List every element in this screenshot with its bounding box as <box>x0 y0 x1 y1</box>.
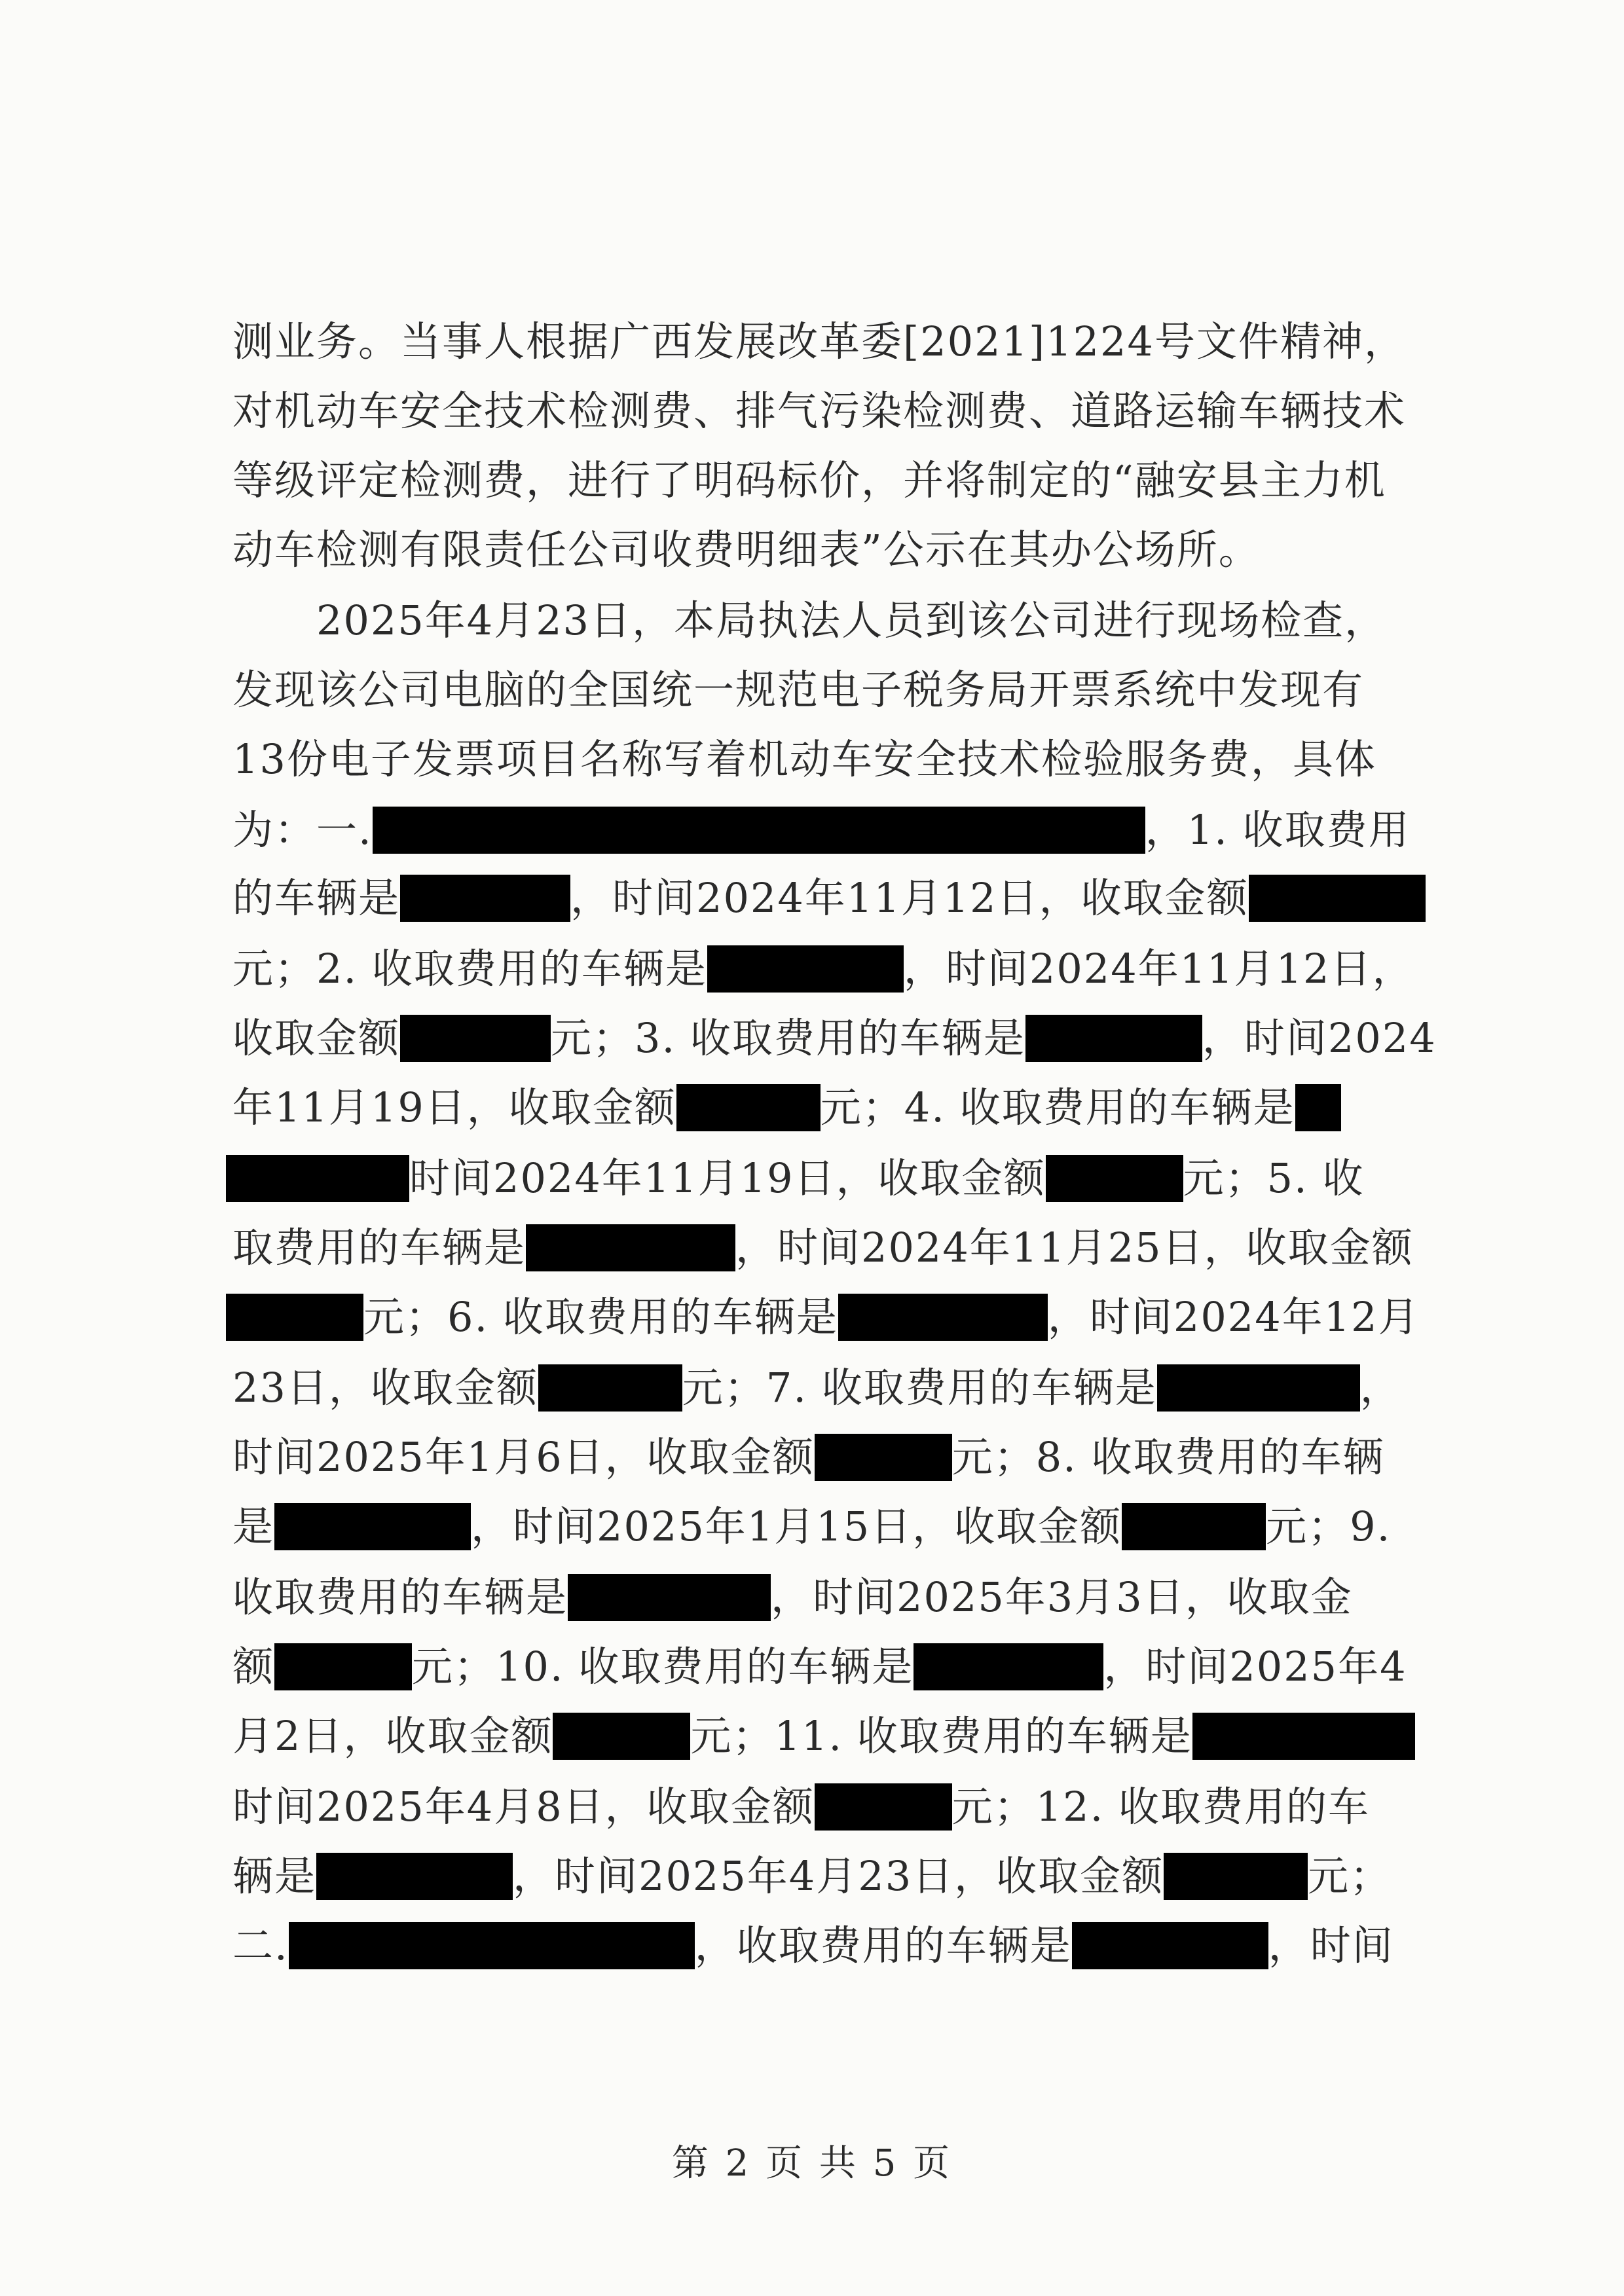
redaction-block <box>838 1294 1048 1341</box>
text-line: 动车检测有限责任公司收费明细表”公示在其办公场所。 <box>232 526 1261 574</box>
text-line: 二. ，收取费用的车辆是 ，时间 <box>232 1922 1394 1969</box>
text-line: 等级评定检测费，进行了明码标价，并将制定的“融安县主力机 <box>232 456 1386 504</box>
text-line: 年11月19日，收取金额 元；4. 收取费用的车辆是 <box>232 1082 1341 1134</box>
text-line: 元；2. 收取费用的车辆是 ，时间2024年11月12日， <box>232 945 1414 993</box>
text-line: 对机动车安全技术检测费、排气污染检测费、道路运输车辆技术 <box>232 387 1407 435</box>
text-line: 13份电子发票项目名称写着机动车安全技术检验服务费，具体 <box>232 735 1376 783</box>
redaction-block <box>400 1015 551 1062</box>
redaction-block <box>1249 875 1426 922</box>
text-line: 收取金额 元；3. 收取费用的车辆是 ，时间2024 <box>232 1014 1437 1062</box>
text-line: 是 ，时间2025年1月15日，收取金额 元；9. <box>232 1503 1392 1550</box>
redaction-block <box>400 875 570 922</box>
redaction-block <box>676 1084 821 1131</box>
redaction-block <box>553 1713 690 1760</box>
redaction-block <box>815 1434 952 1481</box>
redaction-block <box>538 1364 682 1412</box>
redaction-block <box>1164 1853 1308 1900</box>
text-line: 额 元；10. 收取费用的车辆是 ，时间2025年4 <box>232 1643 1407 1690</box>
redaction-block <box>568 1574 771 1621</box>
redaction-block <box>707 945 904 993</box>
redaction-block <box>226 1155 409 1202</box>
text-line: 为：一. ，1. 收取费用 <box>232 806 1411 854</box>
text-line: 时间2025年4月8日，收取金额 元；12. 收取费用的车 <box>232 1783 1370 1831</box>
redaction-block <box>526 1224 735 1271</box>
text-line: 23日，收取金额 元；7. 收取费用的车辆是 ， <box>232 1364 1402 1412</box>
redaction-block <box>1072 1922 1268 1969</box>
text-line: 时间2024年11月19日，收取金额 元；5. 收 <box>226 1152 1364 1205</box>
text-line: 月2日，收取金额 元；11. 收取费用的车辆是 <box>232 1710 1415 1762</box>
text-line: 2025年4月23日，本局执法人员到该公司进行现场检查， <box>232 596 1387 644</box>
text-line: 元；6. 收取费用的车辆是 ，时间2024年12月 <box>226 1291 1420 1343</box>
redaction-block <box>1157 1364 1360 1412</box>
text-line: 取费用的车辆是 ，时间2024年11月25日，收取金额 <box>232 1224 1414 1271</box>
redaction-block <box>274 1643 412 1690</box>
redaction-block <box>913 1643 1103 1690</box>
text-line: 时间2025年1月6日，收取金额 元；8. 收取费用的车辆 <box>232 1433 1385 1481</box>
redaction-block <box>1295 1084 1341 1131</box>
redaction-block <box>316 1853 513 1900</box>
text-line: 辆是 ，时间2025年4月23日，收取金额 元； <box>232 1852 1392 1900</box>
text-line: 发现该公司电脑的全国统一规范电子税务局开票系统中发现有 <box>232 666 1365 714</box>
redaction-block <box>289 1922 695 1969</box>
redaction-block <box>1122 1503 1266 1550</box>
redaction-block <box>1025 1015 1202 1062</box>
text-line: 的车辆是 ，时间2024年11月12日，收取金额 <box>232 872 1426 924</box>
text-line: 收取费用的车辆是 ，时间2025年3月3日，收取金 <box>232 1573 1353 1621</box>
redaction-block <box>226 1294 363 1341</box>
redaction-block <box>815 1783 952 1831</box>
redaction-block <box>373 807 1145 854</box>
redaction-block <box>1046 1155 1183 1202</box>
redaction-block <box>1192 1713 1415 1760</box>
text-line: 测业务。当事人根据广西发展改革委[2021]1224号文件精神， <box>232 318 1406 365</box>
redaction-block <box>274 1503 471 1550</box>
page-footer: 第 2 页 共 5 页 <box>671 2142 953 2185</box>
